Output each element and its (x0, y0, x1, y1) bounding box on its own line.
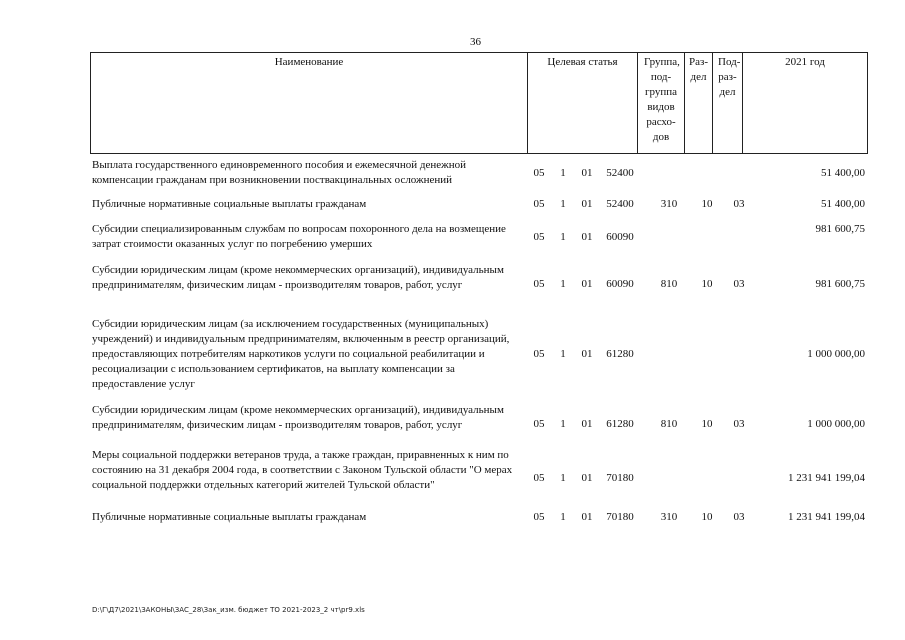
row-name: Субсидии юридическим лицам (за исключением государственных (муниципальных) учреждений) и индивидуальным предпринимателям, включенным в реестр организаций, предоставляющих потребителям наркотиков услуги по социальной реабилитации и ресоциализации с использованием сертификатов, на выплату компенсации за предоставление услуг (92, 318, 510, 390)
code-subsection: 03 (733, 198, 745, 210)
page-number: 36 (470, 36, 481, 48)
table-row (0, 403, 905, 448)
amount-2021: 51 400,00 (821, 198, 865, 210)
table-row (0, 510, 905, 526)
code-2: 1 (560, 472, 566, 484)
col-header-year: 2021 год (743, 53, 868, 154)
code-group: 310 (660, 511, 678, 523)
table-header (90, 52, 868, 154)
amount-2021: 981 600,75 (815, 278, 865, 290)
code-2: 1 (560, 278, 566, 290)
amount-2021: 1 000 000,00 (807, 348, 865, 360)
code-group: 310 (660, 198, 678, 210)
code-1: 05 (533, 198, 545, 210)
code-4: 61280 (606, 348, 634, 360)
col-header-target: Целевая статья (528, 53, 638, 154)
code-4: 60090 (606, 231, 634, 243)
code-1: 05 (533, 418, 545, 430)
code-3: 01 (581, 167, 593, 179)
file-path-footer: D:\Г\Д7\2021\ЗАКОНЫ\ЗАС_28\Зак_изм. бюджет ТО 2021-2023_2 чт\pr9.xls (92, 606, 365, 614)
code-3: 01 (581, 418, 593, 430)
code-3: 01 (581, 278, 593, 290)
code-2: 1 (560, 231, 566, 243)
col-header-subsection: Под- раз- дел (713, 53, 743, 154)
row-name: Публичные нормативные социальные выплаты гражданам (92, 511, 367, 523)
code-3: 01 (581, 348, 593, 360)
code-1: 05 (533, 167, 545, 179)
code-2: 1 (560, 348, 566, 360)
amount-2021: 1 000 000,00 (807, 418, 865, 430)
amount-2021: 1 231 941 199,04 (788, 511, 865, 523)
code-subsection: 03 (733, 418, 745, 430)
code-2: 1 (560, 198, 566, 210)
code-4: 60090 (606, 278, 634, 290)
code-4: 70180 (606, 472, 634, 484)
code-4: 52400 (606, 167, 634, 179)
code-section: 10 (701, 511, 713, 523)
code-1: 05 (533, 278, 545, 290)
code-subsection: 03 (733, 511, 745, 523)
code-1: 05 (533, 348, 545, 360)
code-3: 01 (581, 231, 593, 243)
row-name: Субсидии юридическим лицам (кроме некоммерческих организаций), индивидуальным предпринимателям, физическим лицам - производителям товаров, работ, услуг (92, 404, 504, 431)
col-header-group: Группа, под- группа видов расхо- дов (638, 53, 685, 154)
amount-2021: 51 400,00 (821, 167, 865, 179)
code-1: 05 (533, 511, 545, 523)
code-3: 01 (581, 511, 593, 523)
row-name: Меры социальной поддержки ветеранов труда, а также граждан, приравненных к ним по состоянию на 31 декабря 2004 года, в соответствии с Законом Тульской области "О мерах социальной поддержки отдельных категорий жителей Тульской области" (92, 449, 513, 491)
code-group: 810 (660, 418, 678, 430)
code-group: 810 (660, 278, 678, 290)
code-2: 1 (560, 167, 566, 179)
code-4: 70180 (606, 511, 634, 523)
amount-2021: 1 231 941 199,04 (788, 472, 865, 484)
col-header-section: Раз- дел (685, 53, 713, 154)
code-section: 10 (701, 418, 713, 430)
code-section: 10 (701, 198, 713, 210)
table-row (0, 158, 905, 188)
code-subsection: 03 (733, 278, 745, 290)
code-4: 61280 (606, 418, 634, 430)
code-2: 1 (560, 511, 566, 523)
row-name: Публичные нормативные социальные выплаты гражданам (92, 198, 367, 210)
code-1: 05 (533, 472, 545, 484)
table-row (0, 317, 905, 392)
code-section: 10 (701, 278, 713, 290)
code-4: 52400 (606, 198, 634, 210)
row-name: Субсидии юридическим лицам (кроме некоммерческих организаций), индивидуальным предпринимателям, физическим лицам - производителям товаров, работ, услуг (92, 264, 504, 291)
code-1: 05 (533, 231, 545, 243)
row-name: Субсидии специализированным службам по вопросам похоронного дела на возмещение затрат стоимости оказанных услуг по погребению умерших (92, 223, 506, 250)
code-3: 01 (581, 198, 593, 210)
table-row (0, 263, 905, 308)
table-row (0, 448, 905, 508)
table-row (0, 197, 905, 213)
code-2: 1 (560, 418, 566, 430)
col-header-name: Наименование (91, 53, 528, 154)
table-row (0, 222, 905, 252)
amount-2021: 981 600,75 (815, 223, 865, 235)
row-name: Выплата государственного единовременного пособия и ежемесячной денежной компенсации гражданам при возникновении поствакцинальных осложнений (92, 159, 466, 186)
code-3: 01 (581, 472, 593, 484)
